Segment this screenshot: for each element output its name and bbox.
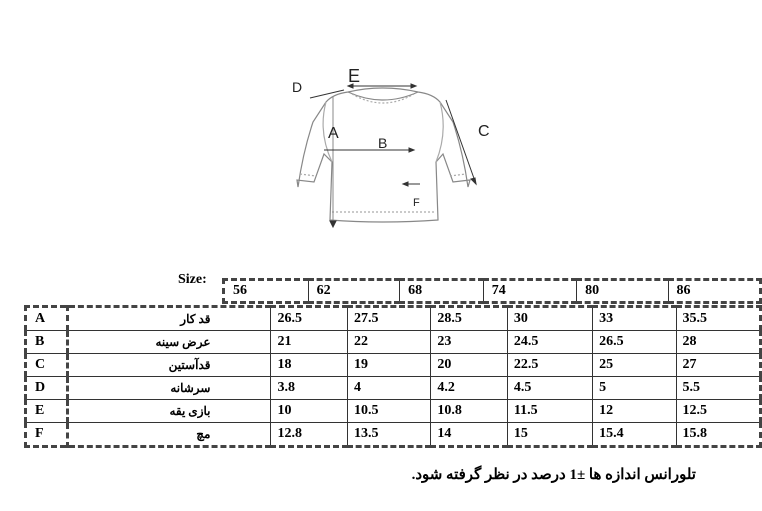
measurement-cell: 15 (507, 423, 592, 447)
measurement-cell: 35.5 (676, 307, 760, 331)
size-cell: 86 (668, 280, 760, 303)
tolerance-note: تلورانس اندازه ها ±1 درصد در نظر گرفته شود. (411, 467, 696, 483)
measurement-cell: 22 (347, 331, 430, 354)
measurement-table (24, 305, 762, 448)
row-label: مچ (67, 423, 271, 447)
label-f: F (413, 197, 420, 209)
size-header-table (222, 278, 762, 304)
label-d: D (292, 79, 303, 95)
row-label: قد کار (67, 307, 271, 331)
garment-diagram (248, 62, 518, 252)
row-label: بازی یقه (67, 400, 271, 423)
row-label: سرشانه (67, 377, 271, 400)
measurement-cell: 30 (507, 307, 592, 331)
measurement-cell: 19 (347, 354, 430, 377)
collar-outline (348, 92, 418, 100)
row-letter: A (26, 307, 68, 331)
size-cell: 80 (577, 280, 668, 303)
measurement-cell: 10 (271, 400, 347, 423)
label-c: C (478, 123, 490, 140)
table-row (26, 423, 761, 447)
row-letter: F (26, 423, 68, 447)
measurement-cell: 28 (676, 331, 760, 354)
measurement-cell: 14 (431, 423, 507, 447)
measurement-cell: 12.8 (271, 423, 347, 447)
measurement-cell: 12.5 (676, 400, 760, 423)
table-row (26, 377, 761, 400)
table-row (26, 331, 761, 354)
size-cell: 68 (400, 280, 484, 303)
measurement-cell: 28.5 (431, 307, 507, 331)
size-label: Size: (178, 272, 207, 287)
measurement-cell: 23 (431, 331, 507, 354)
measurement-cell: 24.5 (507, 331, 592, 354)
row-letter: C (26, 354, 68, 377)
size-cell: 56 (224, 280, 309, 303)
measurement-cell: 21 (271, 331, 347, 354)
measurement-cell: 4.5 (507, 377, 592, 400)
measurement-cell: 3.8 (271, 377, 347, 400)
measurement-cell: 12 (593, 400, 676, 423)
measurement-cell: 26.5 (271, 307, 347, 331)
measurement-cell: 27 (676, 354, 760, 377)
measurement-cell: 26.5 (593, 331, 676, 354)
row-label: عرض سینه (67, 331, 271, 354)
row-label: قدآستین (67, 354, 271, 377)
measurement-cell: 15.8 (676, 423, 760, 447)
label-a: A (328, 125, 339, 142)
measurement-cell: 15.4 (593, 423, 676, 447)
label-e: E (348, 66, 361, 86)
measurement-cell: 20 (431, 354, 507, 377)
table-row (26, 307, 761, 331)
measurement-cell: 22.5 (507, 354, 592, 377)
measurement-cell: 25 (593, 354, 676, 377)
measurement-cell: 10.8 (431, 400, 507, 423)
measurement-cell: 10.5 (347, 400, 430, 423)
row-letter: D (26, 377, 68, 400)
measurement-cell: 5 (593, 377, 676, 400)
table-row (26, 400, 761, 423)
measurement-cell: 27.5 (347, 307, 430, 331)
label-b: B (378, 135, 388, 151)
size-header-row (224, 280, 761, 303)
table-row (26, 354, 761, 377)
measurement-cell: 4.2 (431, 377, 507, 400)
measurement-cell: 4 (347, 377, 430, 400)
size-cell: 62 (308, 280, 399, 303)
row-letter: B (26, 331, 68, 354)
size-cell: 74 (483, 280, 576, 303)
measurement-cell: 5.5 (676, 377, 760, 400)
measurement-cell: 13.5 (347, 423, 430, 447)
shirt-outline (297, 88, 470, 222)
measurement-cell: 18 (271, 354, 347, 377)
measurement-cell: 11.5 (507, 400, 592, 423)
row-letter: E (26, 400, 68, 423)
measurement-cell: 33 (593, 307, 676, 331)
